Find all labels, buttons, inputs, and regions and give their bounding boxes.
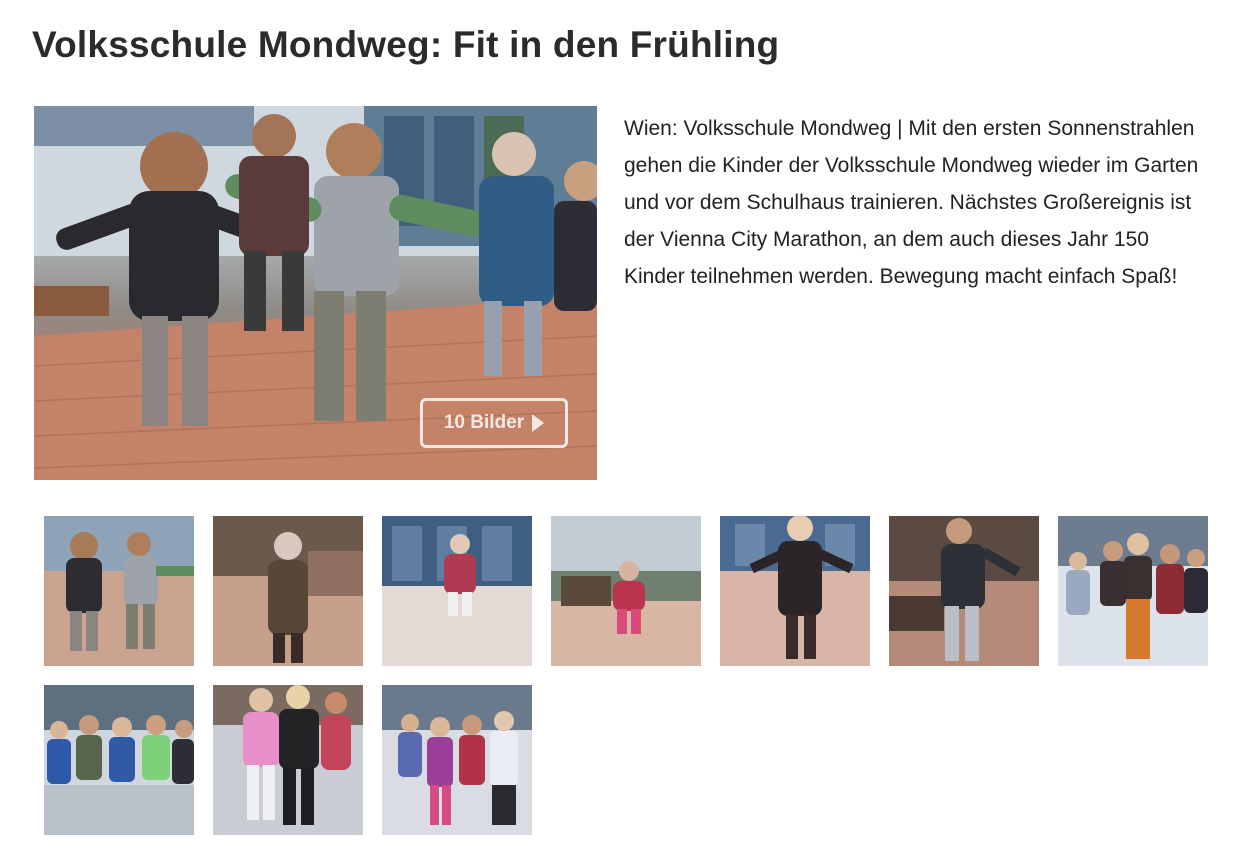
- gallery-badge-button[interactable]: [420, 398, 568, 448]
- thumbnail-image: [213, 685, 363, 835]
- gallery-thumbnail[interactable]: [720, 516, 870, 666]
- hero-photo[interactable]: [34, 106, 597, 480]
- thumbnail-image: [889, 516, 1039, 666]
- thumbnail-image: [720, 516, 870, 666]
- gallery-thumbnail[interactable]: [213, 516, 363, 666]
- gallery-thumbnail[interactable]: [1058, 516, 1208, 666]
- gallery-thumbnail[interactable]: [889, 516, 1039, 666]
- thumbnail-image: [551, 516, 701, 666]
- thumbnail-image: [44, 516, 194, 666]
- article-body: Wien: Volksschule Mondweg | Mit den ersten Sonnenstrahlen gehen die Kinder der Volksschule Mondweg wieder im Garten und vor dem Schulhaus trainieren. Nächstes Großereignis ist der Vienna City Marathon, an dem auch dieses Jahr 150 Kinder teilnehmen werden. Bewegung macht einfach Spaß!: [624, 117, 1199, 288]
- page-title: Volksschule Mondweg: Fit in den Frühling: [32, 24, 780, 65]
- gallery-thumbnail[interactable]: [44, 516, 194, 666]
- gallery-thumbnail[interactable]: [382, 685, 532, 835]
- thumbnail-image: [382, 685, 532, 835]
- thumbnail-image: [382, 516, 532, 666]
- thumbnail-image: [44, 685, 194, 835]
- gallery-thumbnail[interactable]: [382, 516, 532, 666]
- thumbnail-image: [1058, 516, 1208, 666]
- gallery-thumbnail[interactable]: [44, 685, 194, 835]
- play-icon: [532, 414, 544, 432]
- thumbnail-image: [213, 516, 363, 666]
- gallery-thumbnail[interactable]: [213, 685, 363, 835]
- gallery-badge-label: 10 Bilder: [443, 412, 525, 433]
- gallery-thumbnail[interactable]: [551, 516, 701, 666]
